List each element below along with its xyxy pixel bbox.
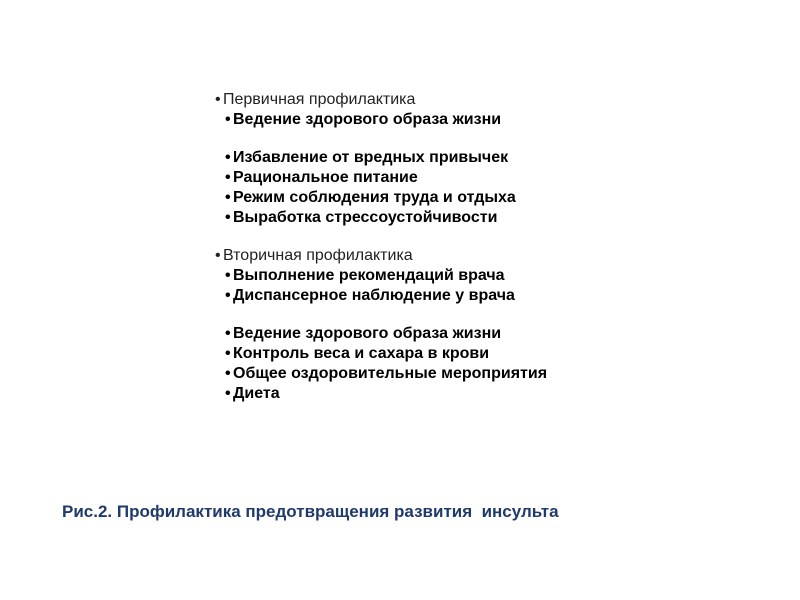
bullet-icon: • xyxy=(215,247,221,264)
list-item xyxy=(215,384,775,404)
list-item xyxy=(215,148,775,168)
list-item xyxy=(215,266,775,286)
bullet-icon: • xyxy=(225,325,231,342)
bullet-icon: • xyxy=(225,111,231,128)
bullet-icon: • xyxy=(225,209,231,226)
secondary-heading-text: Вторичная профилактика xyxy=(223,247,413,264)
list-item-text: Выработка стрессоустойчивости xyxy=(233,209,498,226)
list-item xyxy=(215,344,775,364)
list-item xyxy=(215,168,775,188)
list-item-text: Ведение здорового образа жизни xyxy=(233,111,502,128)
list-item-text: Избавление от вредных привычек xyxy=(233,149,509,166)
bullet-icon: • xyxy=(215,91,221,108)
spacer xyxy=(215,306,775,324)
list-item-text: Диета xyxy=(233,385,280,402)
list-item-text: Ведение здорового образа жизни xyxy=(233,325,502,342)
list-item xyxy=(215,324,775,344)
list-item-text: Режим соблюдения труда и отдыха xyxy=(233,189,516,206)
bullet-icon: • xyxy=(225,345,231,362)
spacer xyxy=(215,130,775,148)
primary-heading-text: Первичная профилактика xyxy=(223,91,416,108)
figure-caption: Рис.2. Профилактика предотвращения развития инсульта xyxy=(62,502,559,521)
list-item xyxy=(215,208,775,228)
list-item xyxy=(215,188,775,208)
list-item-text: Выполнение рекомендаций врача xyxy=(233,267,505,284)
list-item-text: Контроль веса и сахара в крови xyxy=(233,345,490,362)
bullet-icon: • xyxy=(225,365,231,382)
list-item-text: Диспансерное наблюдение у врача xyxy=(233,287,515,304)
bullet-icon: • xyxy=(225,169,231,186)
list-item xyxy=(215,286,775,306)
bullet-icon: • xyxy=(225,267,231,284)
bullet-icon: • xyxy=(225,287,231,304)
list-item xyxy=(215,364,775,384)
bullet-icon: • xyxy=(225,149,231,166)
secondary-prevention-heading xyxy=(215,246,775,266)
primary-prevention-heading xyxy=(215,90,775,110)
list-item-text: Рациональное питание xyxy=(233,169,418,186)
spacer xyxy=(215,228,775,246)
list-item-text: Общее оздоровительные мероприятия xyxy=(233,365,548,382)
bullet-icon: • xyxy=(225,189,231,206)
list-item xyxy=(215,110,775,130)
prevention-list xyxy=(215,90,775,404)
bullet-icon: • xyxy=(225,385,231,402)
